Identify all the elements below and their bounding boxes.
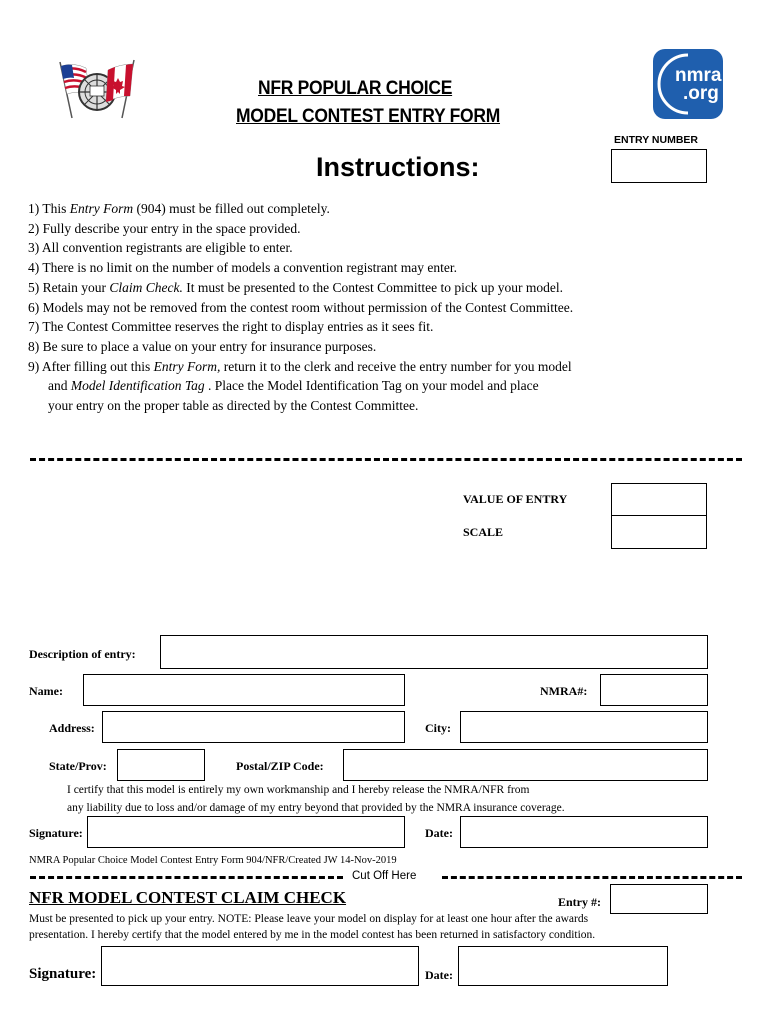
claim-entry-field[interactable] <box>610 884 708 914</box>
city-field[interactable] <box>460 711 708 743</box>
nmra-org-logo <box>653 49 723 119</box>
instruction-item9-line3: your entry on the proper table as directed by the Contest Committee. <box>48 398 419 414</box>
form-title-line1: NFR POPULAR CHOICE <box>258 78 453 99</box>
instruction-item: 6) Models may not be removed from the contest room without permission of the Contest Committee. <box>28 299 574 315</box>
description-label: Description of entry: <box>29 647 136 661</box>
certify-text-line2: any liability due to loss and/or damage of my entry beyond that provided by the NMRA insurance coverage. <box>67 802 565 814</box>
separator-dashed <box>30 458 742 461</box>
claim-check-title: NFR MODEL CONTEST CLAIM CHECK <box>29 888 347 907</box>
claim-text-line1: Must be presented to pick up your entry. NOTE: Please leave your model on display for at least one hour after the awards <box>29 913 589 925</box>
claim-date-field[interactable] <box>458 946 668 986</box>
instructions-list <box>28 199 758 416</box>
instruction-item: 1) This Entry Form (904) must be filled out completely. <box>28 201 330 216</box>
postal-code-field[interactable] <box>343 749 708 781</box>
claim-signature-label: Signature: <box>29 966 97 982</box>
instruction-item: 2) Fully describe your entry in the space provided. <box>28 220 301 236</box>
city-label: City: <box>425 721 451 735</box>
instruction-item: 8) Be sure to place a value on your entry for insurance purposes. <box>28 338 377 354</box>
claim-entry-label: Entry #: <box>558 895 601 909</box>
value-of-entry-field[interactable] <box>611 483 707 517</box>
instruction-item: 5) Retain your Claim Check. It must be presented to the Contest Committee to pick up your model. <box>28 279 564 295</box>
instruction-item: 9) After filling out this Entry Form, return it to the clerk and receive the entry number for you model <box>28 358 572 374</box>
cut-line-right <box>442 876 742 879</box>
signature-label: Signature: <box>29 826 83 840</box>
instruction-item: 7) The Contest Committee reserves the right to display entries as it sees fit. <box>28 319 434 335</box>
entry-number-label: ENTRY NUMBER <box>614 134 699 146</box>
name-label: Name: <box>29 684 63 698</box>
name-field[interactable] <box>83 674 405 706</box>
nmra-number-label: NMRA#: <box>540 684 588 698</box>
instruction-item: 4) There is no limit on the number of models a convention registrant may enter. <box>28 260 458 276</box>
certify-text-line1: I certify that this model is entirely my own workmanship and I hereby release the NMRA/NFR from <box>67 784 530 796</box>
instruction-item9-line2: and Model Identification Tag . Place the Model Identification Tag on your model and place <box>48 378 539 394</box>
claim-text-line2: presentation. I hereby certify that the model entered by me in the model contest has been returned in satisfactory condition. <box>29 929 596 941</box>
svg-text:nmra: nmra <box>675 65 722 86</box>
instruction-item: 3) All convention registrants are eligible to enter. <box>28 240 293 256</box>
scale-label: SCALE <box>463 525 504 539</box>
nfr-flags-logo <box>52 56 142 122</box>
date-label: Date: <box>425 826 453 840</box>
entry-number-box[interactable] <box>611 149 707 183</box>
cut-off-label: Cut Off Here <box>352 870 417 882</box>
claim-date-label: Date: <box>425 968 453 982</box>
state-prov-field[interactable] <box>117 749 205 781</box>
date-field[interactable] <box>460 816 708 848</box>
form-title-line2: MODEL CONTEST ENTRY FORM <box>236 106 501 127</box>
postal-code-label: Postal/ZIP Code: <box>236 759 324 773</box>
cut-line-left <box>30 876 343 879</box>
svg-text:.org: .org <box>683 83 719 104</box>
address-field[interactable] <box>102 711 405 743</box>
canada-flag-icon <box>106 60 134 118</box>
scale-field[interactable] <box>611 515 707 549</box>
instructions-heading: Instructions: <box>316 152 480 182</box>
signature-field[interactable] <box>87 816 405 848</box>
nmra-number-field[interactable] <box>600 674 708 706</box>
description-field[interactable] <box>160 635 708 669</box>
state-prov-label: State/Prov: <box>49 759 107 773</box>
address-label: Address: <box>49 721 95 735</box>
claim-signature-field[interactable] <box>101 946 419 986</box>
value-of-entry-label: VALUE OF ENTRY <box>463 492 568 506</box>
form-footer-note: NMRA Popular Choice Model Contest Entry Form 904/NFR/Created JW 14-Nov-2019 <box>29 855 397 866</box>
